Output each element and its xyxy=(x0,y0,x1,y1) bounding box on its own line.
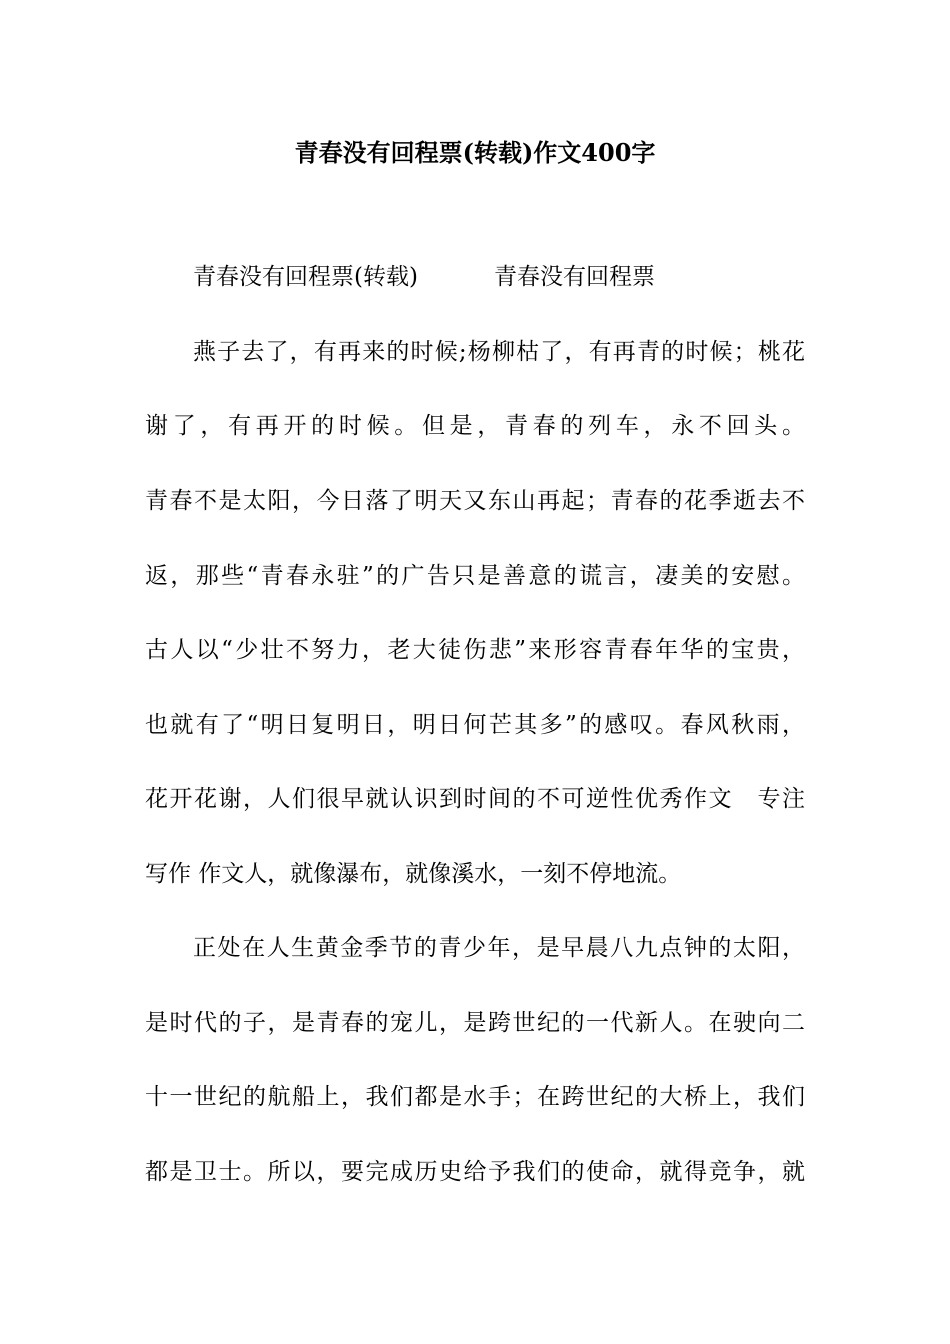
paragraph-line: 写作 作文人，就像瀑布，就像溪水，一刻不停地流。 xyxy=(145,861,682,887)
subtitle-right: 青春没有回程票 xyxy=(493,264,655,290)
paragraph-line: 也就有了“明日复明日，明日何芒其多”的感叹。春风秋雨， xyxy=(145,712,805,738)
paragraph-line: 青春不是太阳，今日落了明天又东山再起；青春的花季逝去不 xyxy=(145,488,805,514)
paragraph-line: 花开花谢，人们很早就认识到时间的不可逆性优秀作文 专注 xyxy=(145,786,805,812)
paragraph-line: 十一世纪的航船上，我们都是水手；在跨世纪的大桥上，我们 xyxy=(145,1084,805,1110)
subtitle-line xyxy=(193,257,805,297)
paragraph-line: 燕子去了，有再来的时候;杨柳枯了，有再青的时候；桃花 xyxy=(193,339,805,365)
subtitle-left: 青春没有回程票(转载) xyxy=(193,264,418,290)
paragraph-line: 正处在人生黄金季节的青少年，是早晨八九点钟的太阳， xyxy=(193,935,805,961)
document-title: 青春没有回程票(转载)作文400字 xyxy=(294,138,656,167)
paragraph-line: 谢了，有再开的时候。但是，青春的列车，永不回头。 xyxy=(145,413,805,439)
paragraph-line: 是时代的子，是青春的宠儿，是跨世纪的一代新人。在驶向二 xyxy=(145,1010,805,1036)
paragraph-line: 返，那些“青春永驻”的广告只是善意的谎言，凄美的安慰。 xyxy=(145,563,805,589)
paragraph-line: 都是卫士。所以，要完成历史给予我们的使命，就得竞争，就 xyxy=(145,1159,805,1185)
paragraph-line: 古人以“少壮不努力，老大徒伤悲”来形容青春年华的宝贵， xyxy=(145,637,805,663)
